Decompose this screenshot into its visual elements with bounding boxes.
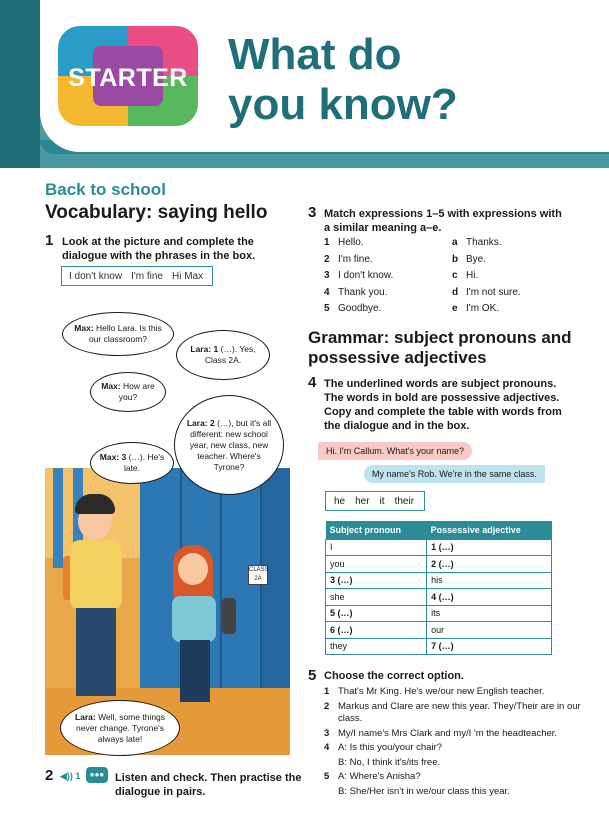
pairwork-icon: ●●● xyxy=(86,767,108,783)
list-item: 2 Markus and Clare are new this year. They/Their are in our class. xyxy=(324,700,581,724)
speech-bubble-3: Max: How are you? xyxy=(90,372,166,412)
word-box-item: Hi Max xyxy=(171,270,204,282)
table-row: 3 (…) his xyxy=(326,572,552,589)
match-list-right xyxy=(452,235,521,318)
word-box-item: he xyxy=(334,495,346,507)
word-box-item: her xyxy=(355,495,370,507)
girl-legs xyxy=(180,640,210,702)
girl-backpack xyxy=(222,598,236,634)
exercise-4-instruction: The underlined words are subject pronouns. The words in bold are possessive adjectives. Copy and complete the table with words from the dialogue and in the box. xyxy=(324,378,562,432)
exercise-5-list xyxy=(324,686,584,800)
table-row: 6 (…) our xyxy=(326,622,552,639)
exercise-2-number: 2 xyxy=(45,767,54,784)
match-item: 1 Hello. xyxy=(324,237,364,248)
speech-bubble-5: Max: 3 (…). He's late. xyxy=(90,442,174,484)
title-line-1: What do xyxy=(228,30,402,79)
starter-badge xyxy=(58,26,198,126)
table-row: she 4 (…) xyxy=(326,589,552,606)
table-row: I 1 (…) xyxy=(326,539,552,556)
list-item: 3 My/I name's Mrs Clark and my/I 'm the headteacher. xyxy=(324,727,558,739)
header-side-strip xyxy=(0,0,40,168)
match-item: 3 I don't know. xyxy=(324,270,394,281)
exercise-1-word-box xyxy=(61,266,213,286)
match-item: 4 Thank you. xyxy=(324,286,388,298)
list-item: B: She/Her isn't in we/our class this year. xyxy=(338,785,510,797)
exercise-3-instruction: Match expressions 1–5 with expressions with a similar meaning a–e. xyxy=(324,208,562,234)
exercise-5-instruction: Choose the correct option. xyxy=(324,670,464,682)
list-item: B: No, I think it's/its free. xyxy=(338,756,441,768)
match-item: b Bye. xyxy=(452,253,487,265)
speech-bubble-4: Lara: 2 (…), but it's all different: new school year, new class, new teacher. Where's Tyrone? xyxy=(174,395,284,495)
list-item: 1 That's Mr King. He's we/our new English teacher. xyxy=(324,686,545,697)
word-box-item: I don't know xyxy=(69,270,123,282)
match-item: e I'm OK. xyxy=(452,303,500,314)
exercise-1-instruction: Look at the picture and complete the dialogue with the phrases in the box. xyxy=(62,236,256,262)
exercise-4-word-box xyxy=(325,491,425,511)
badge-label: STARTER xyxy=(68,64,188,92)
class-sign: CLASS 2A xyxy=(248,565,268,585)
table-header: Subject pronoun xyxy=(326,521,427,539)
exercise-3-number: 3 xyxy=(308,204,317,221)
speech-bubble-2: Lara: 1 (…). Yes, Class 2A. xyxy=(176,330,270,380)
table-row: 5 (…) its xyxy=(326,605,552,622)
title-line-2: you know? xyxy=(228,80,458,129)
table-header: Possessive adjective xyxy=(427,521,552,539)
exercise-1-number: 1 xyxy=(45,232,54,249)
exercise-4-number: 4 xyxy=(308,374,317,391)
girl-head xyxy=(178,553,208,585)
table-row: they 7 (…) xyxy=(326,638,552,655)
girl-figure xyxy=(172,596,216,642)
list-item: 5 A: Where's Anisha? xyxy=(324,771,421,782)
speech-bubble-1: Max: Hello Lara. Is this our classroom? xyxy=(62,312,174,356)
match-item: 5 Goodbye. xyxy=(324,303,382,314)
word-box-item: their xyxy=(394,495,415,507)
audio-track-icon[interactable]: ◀)) 1 xyxy=(60,771,81,781)
pronoun-table xyxy=(325,521,552,655)
list-item: 4 A: Is this you/your chair? xyxy=(324,742,443,753)
boy-figure xyxy=(70,540,122,610)
vocabulary-heading: Vocabulary: saying hello xyxy=(45,202,268,223)
match-item: c Hi. xyxy=(452,270,479,281)
word-box-item: it xyxy=(379,495,385,507)
exercise-2-instruction: Listen and check. Then practise the dialogue in pairs. xyxy=(115,772,302,798)
boy-legs xyxy=(76,608,116,696)
match-list-left xyxy=(324,235,393,318)
table-row: you 2 (…) xyxy=(326,556,552,573)
match-item: a Thanks. xyxy=(452,237,502,248)
boy-hair xyxy=(75,494,115,514)
speech-bubble-6: Lara: Well, some things never change. Tyrone's always late! xyxy=(60,700,180,756)
match-item: 2 I'm fine. xyxy=(324,253,373,265)
example-sentence-1: Hi. I'm Callum. What's your name? xyxy=(318,442,472,460)
grammar-heading: Grammar: subject pronouns and possessive adjectives xyxy=(308,328,572,367)
word-box-item: I'm fine xyxy=(131,270,163,282)
match-item: d I'm not sure. xyxy=(452,286,521,298)
page-title xyxy=(228,30,458,130)
exercise-5-number: 5 xyxy=(308,667,317,684)
example-sentence-2: My name's Rob. We're in the same class. xyxy=(364,465,545,483)
section-heading: Back to school xyxy=(45,180,166,199)
